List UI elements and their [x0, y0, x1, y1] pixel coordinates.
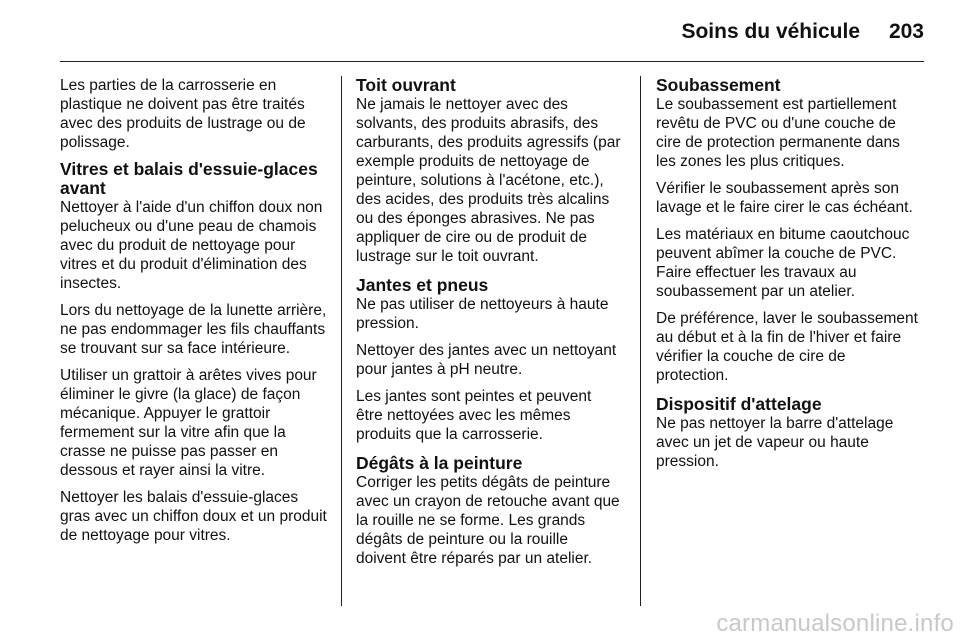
- header-divider: [60, 61, 924, 62]
- column-1: [60, 76, 328, 555]
- section-heading: Dégâts à la peinture: [356, 453, 523, 473]
- paragraph: Nettoyer les balais d'essuie-glaces gras avec un chiffon doux et un produit de nettoyage pour vitres.: [60, 489, 327, 544]
- paragraph: Nettoyer des jantes avec un nettoyant pour jantes à pH neutre.: [356, 342, 617, 378]
- paragraph: Corriger les petits dégâts de peinture avec un crayon de retouche avant que la rouille ne se forme. Les grands dégâts de peinture ou la rouille doivent être réparés par un atelier.: [356, 474, 620, 567]
- section-dispositif-attelage: [656, 395, 922, 471]
- section-heading: Dispositif d'attelage: [656, 394, 822, 414]
- column-divider-1: [341, 76, 342, 606]
- section-soubassement: [656, 76, 922, 385]
- paragraph: Utiliser un grattoir à arêtes vives pour éliminer le givre (la glace) de façon mécanique. Appuyer le grattoir fermement sur la vitre afin que la crasse ne puisse pas passer en dessous et rayer ainsi la vitre.: [60, 367, 317, 479]
- paragraph: Lors du nettoyage de la lunette arrière, ne pas endommager les fils chauffants se trouvant sur sa face intérieure.: [60, 302, 327, 357]
- paragraph: Vérifier le soubassement après son lavage et le faire cirer le cas échéant.: [656, 180, 913, 216]
- section-heading: Toit ouvrant: [356, 75, 456, 95]
- section-heading: Soubassement: [656, 75, 781, 95]
- paragraph: Nettoyer à l'aide d'un chiffon doux non pelucheux ou d'une peau de chamois avec du produit de nettoyage pour vitres et du produit d'élimination des insectes.: [60, 199, 323, 292]
- paragraph: Ne pas nettoyer la barre d'attelage avec un jet de vapeur ou haute pression.: [656, 415, 894, 470]
- section-heading: Vitres et balais d'essuie-glaces avant: [60, 159, 318, 198]
- intro-paragraph: Les parties de la carrosserie en plastique ne doivent pas être traités avec des produits de lustrage ou de polissage.: [60, 77, 306, 151]
- watermark-link[interactable]: carmanualsonline.info: [716, 610, 954, 637]
- paragraph: Le soubassement est partiellement revêtu de PVC ou d'une couche de cire de protection permanente dans les zones les plus critiques.: [656, 96, 900, 170]
- column-3: [656, 76, 922, 481]
- column-divider-2: [640, 76, 641, 606]
- page-title: Soins du véhicule: [681, 20, 860, 43]
- paragraph: Les jantes sont peintes et peuvent être nettoyées avec les mêmes produits que la carrosserie.: [356, 388, 592, 443]
- paragraph: Les matériaux en bitume caoutchouc peuvent abîmer la couche de PVC. Faire effectuer les travaux au soubassement par un atelier.: [656, 226, 910, 300]
- paragraph: Ne pas utiliser de nettoyeurs à haute pression.: [356, 296, 609, 332]
- page-number: 203: [888, 20, 924, 43]
- paragraph: De préférence, laver le soubassement au début et à la fin de l'hiver et faire vérifier la couche de cire de protection.: [656, 310, 918, 384]
- paragraph: Ne jamais le nettoyer avec des solvants, des produits abrasifs, des carburants, des produits agressifs (par exemple produits de nettoyage de peinture, solutions à l'acétone, etc.), des acides, des produits très alcalins ou des éponges abrasives. Ne pas appliquer de cire ou de produit de lustrage sur le toit ouvrant.: [356, 96, 621, 265]
- section-jantes-pneus: [356, 276, 622, 444]
- section-toit-ouvrant: [356, 76, 622, 266]
- section-heading: Jantes et pneus: [356, 275, 489, 295]
- column-2: [356, 76, 622, 578]
- section-degats-peinture: [356, 454, 622, 568]
- section-vitres: [60, 160, 328, 545]
